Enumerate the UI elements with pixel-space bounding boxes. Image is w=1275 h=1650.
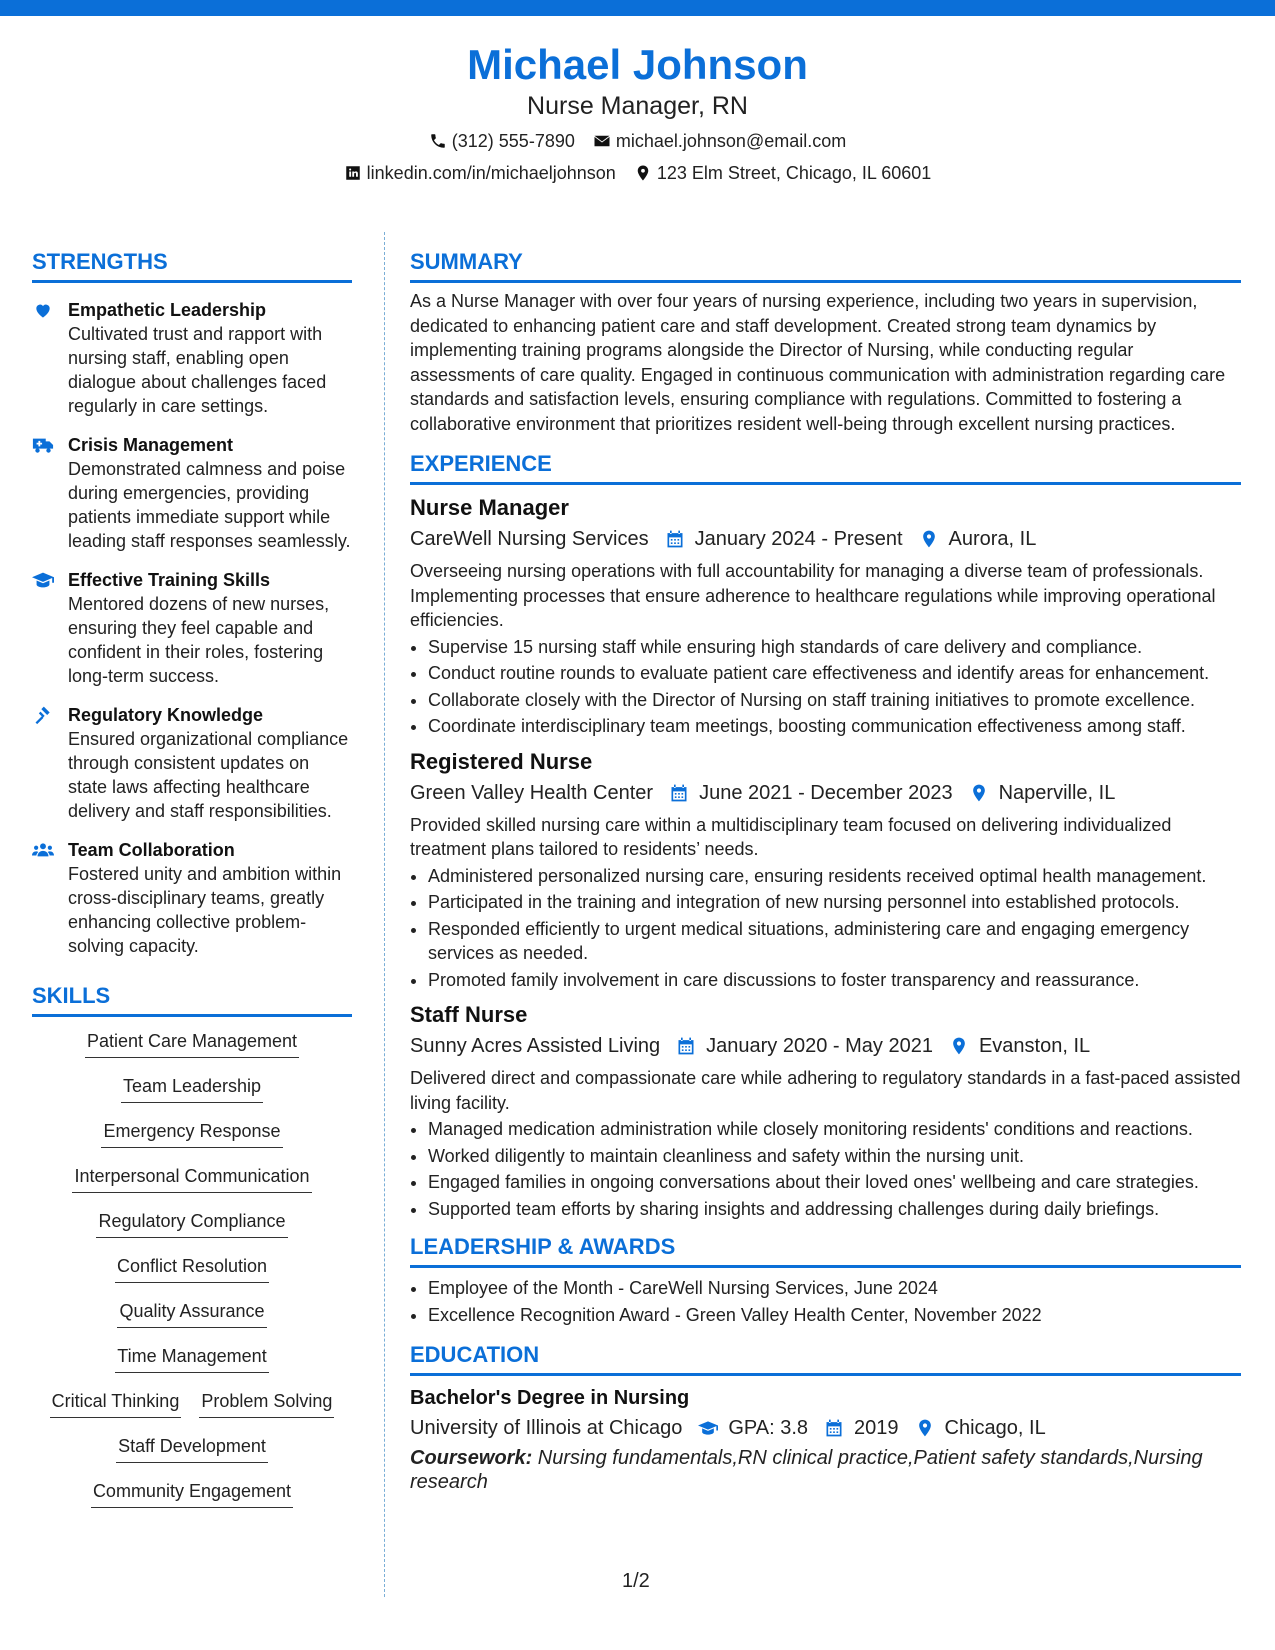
strength-item — [32, 568, 352, 688]
contact-info — [0, 130, 1275, 184]
strength-title: Empathetic Leadership — [68, 300, 267, 320]
awards-list — [410, 1276, 1241, 1327]
summary-text: As a Nurse Manager with over four years of nursing experience, including two years in supervision, dedicated to enhancing patient care and staff development. Created strong team dynamics by implementing training programs alongside the Director of Nursing, while conducting regular assessments of care quality. Engaged in continuous communication with administration regarding care standards and satisfaction levels, ensuring compliance with regulations. Committed to fostering a collaborative environment that prioritizes resident well-being through excellent nursing practices. — [410, 291, 1226, 434]
list-item: • Conduct routine rounds to evaluate patient care effectiveness and identify areas for enhancement. — [428, 661, 1241, 686]
job-dates — [669, 779, 953, 807]
education-meta — [410, 1414, 1241, 1442]
job-location — [949, 1032, 1090, 1060]
map-pin-icon — [919, 529, 939, 549]
candidate-role: Nurse Manager, RN — [527, 92, 748, 120]
job-location — [919, 525, 1037, 553]
list-item: • Participated in the training and integration of new nursing personnel into established protocols. — [428, 890, 1241, 915]
job-dates — [676, 1032, 933, 1060]
skill-tag: Regulatory Compliance — [96, 1209, 287, 1238]
job-dates-text: January 2020 - May 2021 — [706, 1035, 933, 1057]
skill-tag: Quality Assurance — [117, 1299, 266, 1328]
skill-tag: Conflict Resolution — [115, 1254, 269, 1283]
email[interactable] — [593, 130, 846, 152]
strength-title: Team Collaboration — [68, 840, 235, 860]
strength-item — [32, 838, 352, 958]
strength-item — [32, 703, 352, 823]
list-item: • Excellence Recognition Award - Green Valley Health Center, November 2022 — [428, 1303, 1241, 1328]
section-rule — [410, 1265, 1241, 1268]
strength-desc: Ensured organizational compliance through consistent updates on state laws affecting healthcare delivery and staff responsibilities. — [68, 729, 349, 821]
job-description: Delivered direct and compassionate care while adhering to regulatory standards in a fast-paced assisted living facility. — [410, 1068, 1241, 1113]
list-item: • Coordinate interdisciplinary team meetings, boosting communication effectiveness among staff. — [428, 714, 1241, 739]
job-location-text: Aurora, IL — [948, 528, 1037, 550]
job-meta — [410, 779, 1241, 807]
users-icon — [32, 840, 54, 860]
list-item: • Worked diligently to maintain cleanliness and safety within the nursing unit. — [428, 1144, 1241, 1169]
top-accent-bar — [0, 0, 1275, 16]
list-item: • Administered personalized nursing care, ensuring residents received optimal health management. — [428, 864, 1241, 889]
education-year-text: 2019 — [854, 1417, 899, 1439]
job-title: Nurse Manager — [410, 495, 569, 520]
phone-icon — [429, 132, 447, 150]
degree: Bachelor's Degree in Nursing — [410, 1387, 690, 1409]
job-meta — [410, 1032, 1241, 1060]
strength-title: Crisis Management — [68, 435, 234, 455]
strength-item — [32, 433, 352, 553]
graduation-cap-icon — [698, 1418, 718, 1438]
strength-item — [32, 298, 352, 418]
job-bullets — [410, 864, 1241, 993]
skill-tag: Time Management — [115, 1344, 268, 1373]
experience-title: EXPERIENCE — [410, 451, 552, 476]
list-item: • Collaborate closely with the Director of Nursing on staff training initiatives to promote excellence. — [428, 688, 1241, 713]
job-location-text: Evanston, IL — [978, 1035, 1091, 1057]
heart-icon — [32, 300, 54, 320]
job-description: Overseeing nursing operations with full accountability for managing a diverse team of professionals. Implementing processes that ensure adherence to healthcare regulations while improving operational efficiencies. — [410, 561, 1216, 630]
phone — [429, 130, 575, 152]
gavel-icon — [32, 705, 54, 725]
list-item: • Promoted family involvement in care discussions to foster transparency and reassurance. — [428, 968, 1241, 993]
list-item: • Responded efficiently to urgent medical situations, administering care and engaging emergency services as needed. — [428, 917, 1241, 966]
strength-desc: Fostered unity and ambition within cross-disciplinary teams, greatly enhancing collective problem-solving capacity. — [68, 864, 342, 956]
candidate-name: Michael Johnson — [467, 41, 808, 88]
job-entry — [410, 748, 1241, 993]
skill-tag: Community Engagement — [91, 1479, 293, 1508]
phone-text: (312) 555-7890 — [451, 131, 575, 151]
job-location — [969, 779, 1116, 807]
job-meta — [410, 525, 1241, 553]
map-pin-icon — [915, 1418, 935, 1438]
education-location — [915, 1414, 1046, 1442]
map-pin-icon — [634, 164, 652, 182]
skill-tag: Interpersonal Communication — [72, 1164, 311, 1193]
section-rule — [410, 1373, 1241, 1376]
awards-title: LEADERSHIP & AWARDS — [410, 1234, 676, 1259]
job-title: Staff Nurse — [410, 1002, 528, 1027]
resume-header — [0, 40, 1275, 194]
job-dates-text: June 2021 - December 2023 — [699, 781, 953, 804]
job-bullets — [410, 635, 1241, 739]
calendar-icon — [669, 783, 689, 803]
section-rule — [32, 1014, 352, 1017]
section-rule — [410, 280, 1241, 283]
skill-tag: Critical Thinking — [50, 1389, 182, 1418]
list-item: • Supported team efforts by sharing insights and addressing challenges during daily briefings. — [428, 1197, 1241, 1222]
map-pin-icon — [949, 1036, 969, 1056]
job-entry — [410, 1001, 1241, 1221]
job-dates-text: January 2024 - Present — [694, 528, 903, 550]
skill-tag: Team Leadership — [121, 1074, 263, 1103]
column-divider — [384, 232, 385, 1597]
strengths-title: STRENGTHS — [32, 249, 168, 274]
page-number: 1/2 — [622, 1570, 650, 1592]
section-rule — [410, 482, 1241, 485]
summary-title: SUMMARY — [410, 249, 523, 274]
job-entry — [410, 494, 1241, 739]
address-text: 123 Elm Street, Chicago, IL 60601 — [656, 163, 932, 183]
job-location-text: Naperville, IL — [998, 781, 1116, 804]
coursework — [410, 1446, 1241, 1494]
skill-tag: Staff Development — [116, 1434, 268, 1463]
list-item: • Managed medication administration while closely monitoring residents' conditions and reactions. — [428, 1117, 1241, 1142]
strength-title: Effective Training Skills — [68, 570, 271, 590]
skills-list — [32, 1029, 352, 1524]
skill-tag: Emergency Response — [101, 1119, 282, 1148]
calendar-icon — [676, 1036, 696, 1056]
job-company: CareWell Nursing Services — [410, 528, 649, 550]
map-pin-icon — [969, 783, 989, 803]
job-dates — [665, 525, 903, 553]
graduation-cap-icon — [32, 570, 54, 590]
strength-title: Regulatory Knowledge — [68, 705, 264, 725]
list-item: • Supervise 15 nursing staff while ensuring high standards of care delivery and compliance. — [428, 635, 1241, 660]
address — [634, 162, 932, 184]
email-text: michael.johnson@email.com — [615, 131, 847, 151]
linkedin-text: linkedin.com/in/michaeljohnson — [366, 163, 616, 183]
calendar-icon — [824, 1418, 844, 1438]
job-title: Registered Nurse — [410, 748, 593, 774]
job-description: Provided skilled nursing care within a multidisciplinary team focused on delivering individualized treatment plans tailored to residents’ needs. — [410, 814, 1172, 859]
school: University of Illinois at Chicago — [410, 1417, 683, 1439]
right-column — [410, 248, 1241, 1494]
list-item: • Employee of the Month - CareWell Nursing Services, June 2024 — [428, 1276, 1241, 1301]
education-title: EDUCATION — [410, 1342, 540, 1367]
linkedin[interactable] — [344, 162, 616, 184]
coursework-label: Coursework: — [410, 1447, 533, 1469]
skills-title: SKILLS — [32, 983, 111, 1008]
list-item: • Engaged families in ongoing conversations about their loved ones' wellbeing and care strategies. — [428, 1170, 1241, 1195]
job-company: Green Valley Health Center — [410, 781, 654, 804]
skill-tag: Problem Solving — [199, 1389, 334, 1418]
linkedin-icon — [344, 164, 362, 182]
left-column — [32, 248, 352, 1524]
job-bullets — [410, 1117, 1241, 1221]
ambulance-icon — [32, 435, 54, 455]
envelope-icon — [593, 132, 611, 150]
skill-tag: Patient Care Management — [85, 1029, 299, 1058]
strength-desc: Demonstrated calmness and poise during emergencies, providing patients immediate support while leading staff responses seamlessly. — [68, 459, 351, 551]
calendar-icon — [665, 529, 685, 549]
job-company: Sunny Acres Assisted Living — [410, 1035, 661, 1057]
section-rule — [32, 280, 352, 283]
education-year — [824, 1414, 899, 1442]
strength-desc: Mentored dozens of new nurses, ensuring they feel capable and confident in their roles, fostering long-term success. — [68, 594, 330, 686]
education-location-text: Chicago, IL — [944, 1417, 1046, 1439]
strength-desc: Cultivated trust and rapport with nursing staff, enabling open dialogue about challenges faced regularly in care settings. — [68, 324, 327, 416]
gpa-text: GPA: 3.8 — [728, 1417, 809, 1439]
gpa — [698, 1414, 808, 1442]
coursework-text: Nursing fundamentals,RN clinical practice,Patient safety standards,Nursing research — [410, 1447, 1203, 1493]
